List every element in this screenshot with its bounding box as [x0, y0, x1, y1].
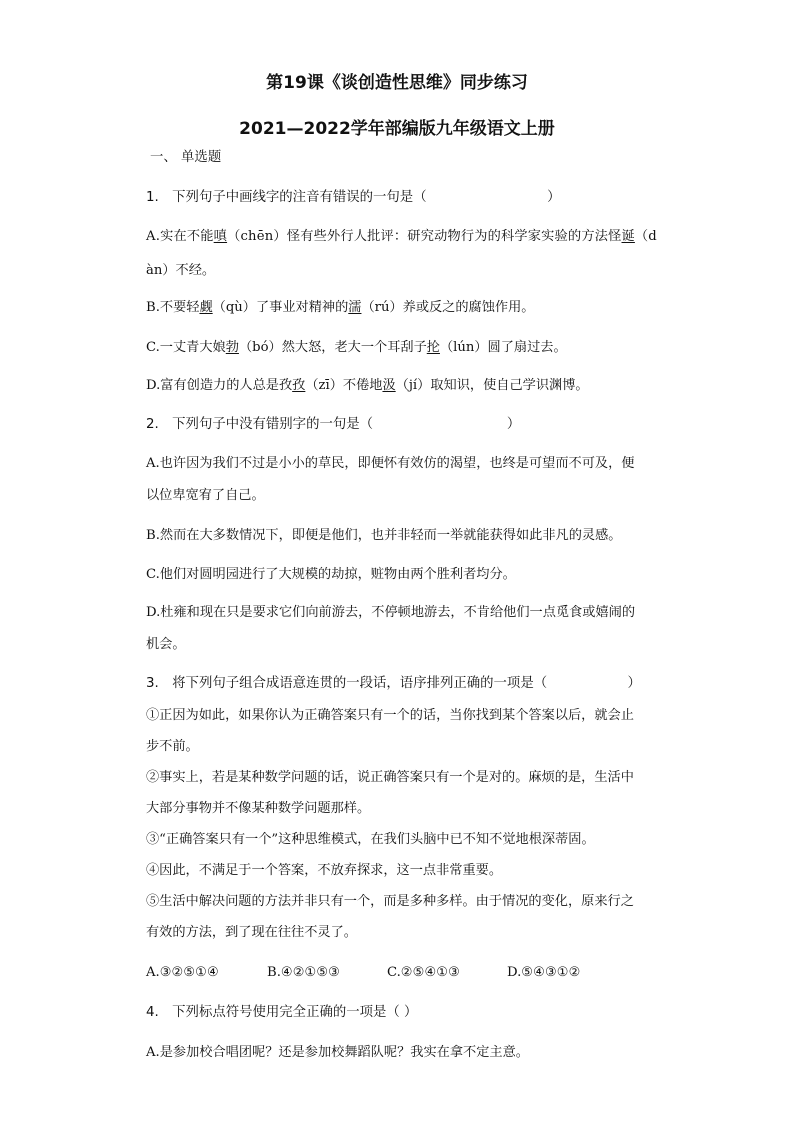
q3-sentence-2-line1: ②事实上，若是某种数学问题的话，说正确答案只有一个是对的。麻烦的是，生活中	[146, 770, 634, 785]
q3-sentence-5-line2: 有效的方法，到了现在往往不灵了。	[146, 925, 357, 940]
document-title: 第19课《谈创造性思维》同步练习	[266, 73, 528, 93]
q3-sentence-3: ③“正确答案只有一个”这种思维模式，在我们头脑中已不知不觉地根深蒂固。	[146, 832, 595, 847]
q3-sentence-1-line2: 步不前。	[146, 739, 199, 754]
q3-sentence-2-line2: 大部分事物并不像某种数学问题那样。	[146, 801, 371, 816]
q2-option-d-line1: D.杜雍和现在只是要求它们向前游去，不停顿地游去，不肯给他们一点觅食或嬉闹的	[146, 605, 636, 620]
q1-option-a-line1: A.实在不能嗔（chēn）怪有些外行人批评：研究动物行为的科学家实验的方法怪诞（d	[146, 229, 657, 244]
q4-option-a: A.是参加校合唱团呢？还是参加校舞蹈队呢？我实在拿不定主意。	[146, 1045, 529, 1060]
q1-option-b: B.不要轻觑（qù）了事业对精神的濡（rú）养或反之的腐蚀作用。	[146, 300, 535, 315]
q2-option-b: B.然而在大多数情况下，即便是他们，也并非轻而一举就能获得如此非凡的灵感。	[146, 528, 622, 543]
q2-option-c: C.他们对圆明园进行了大规模的劫掠，赃物由两个胜利者均分。	[146, 567, 516, 582]
document-subtitle: 2021—2022学年部编版九年级语文上册	[239, 119, 555, 139]
q1-stem: 1. 下列句子中画线字的注音有错误的一句是（ ）	[146, 190, 561, 205]
q2-option-a-line2: 以位卑宽宥了自己。	[146, 488, 265, 503]
q1-option-c: C.一丈青大娘勃（bó）然大怒，老大一个耳刮子抡（lún）圆了扇过去。	[146, 340, 567, 355]
q1-option-d: D.富有创造力的人总是孜孜（zī）不倦地汲（jí）取知识，使自己学识渊博。	[146, 378, 589, 393]
q2-option-d-line2: 机会。	[146, 637, 186, 652]
q3-option-c: C.②⑤④①③	[387, 965, 460, 980]
q3-option-d: D.⑤④③①②	[507, 965, 581, 980]
q4-stem: 4. 下列标点符号使用完全正确的一项是（ ）	[146, 1005, 418, 1020]
section-heading: 一、 单选题	[150, 150, 222, 165]
q3-option-b: B.④②①⑤③	[267, 965, 340, 980]
q2-stem: 2. 下列句子中没有错别字的一句是（ ）	[146, 417, 521, 432]
q3-stem: 3. 将下列句子组合成语意连贯的一段话，语序排列正确的一项是（ ）	[146, 676, 641, 691]
q3-option-a: A.③②⑤①④	[146, 965, 219, 980]
q3-sentence-1-line1: ①正因为如此，如果你认为正确答案只有一个的话，当你找到某个答案以后，就会止	[146, 708, 634, 723]
q1-option-a-line2: àn）不经。	[146, 263, 216, 278]
q3-sentence-5-line1: ⑤生活中解决问题的方法并非只有一个，而是多种多样。由于情况的变化，原来行之	[146, 894, 634, 909]
q2-option-a-line1: A.也许因为我们不过是小小的草民，即便怀有效仿的渴望，也终是可望而不可及，便	[146, 456, 635, 471]
q3-sentence-4: ④因此，不满足于一个答案，不放弃探求，这一点非常重要。	[146, 863, 503, 878]
